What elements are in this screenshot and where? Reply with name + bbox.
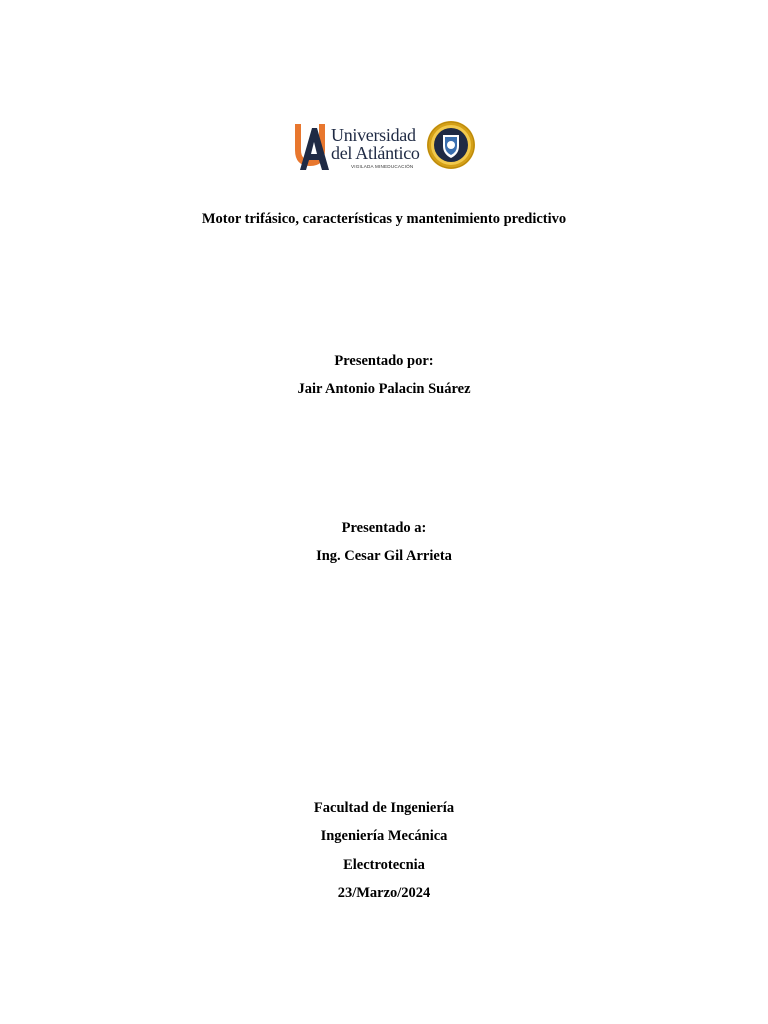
university-name-line2: del Atlántico — [331, 143, 420, 163]
presented-by-label: Presentado por: — [334, 353, 434, 369]
university-name-line1: Universidad — [331, 125, 416, 145]
ua-monogram-icon — [292, 120, 332, 172]
program-name: Ingeniería Mecánica — [320, 828, 448, 844]
university-logo — [292, 116, 482, 176]
document-title: Motor trifásico, características y mantenimiento predictivo — [201, 211, 567, 227]
presented-to-label: Presentado a: — [341, 520, 427, 536]
faculty-name: Facultad de Ingeniería — [313, 800, 455, 816]
university-motto: VIGILADA MINEDUCACIÓN — [351, 164, 414, 169]
course-name: Electrotecnia — [343, 857, 425, 873]
author-name: Jair Antonio Palacin Suárez — [297, 381, 471, 397]
document-date: 23/Marzo/2024 — [337, 885, 431, 901]
university-seal-icon — [426, 120, 476, 170]
recipient-name: Ing. Cesar Gil Arrieta — [316, 548, 452, 564]
